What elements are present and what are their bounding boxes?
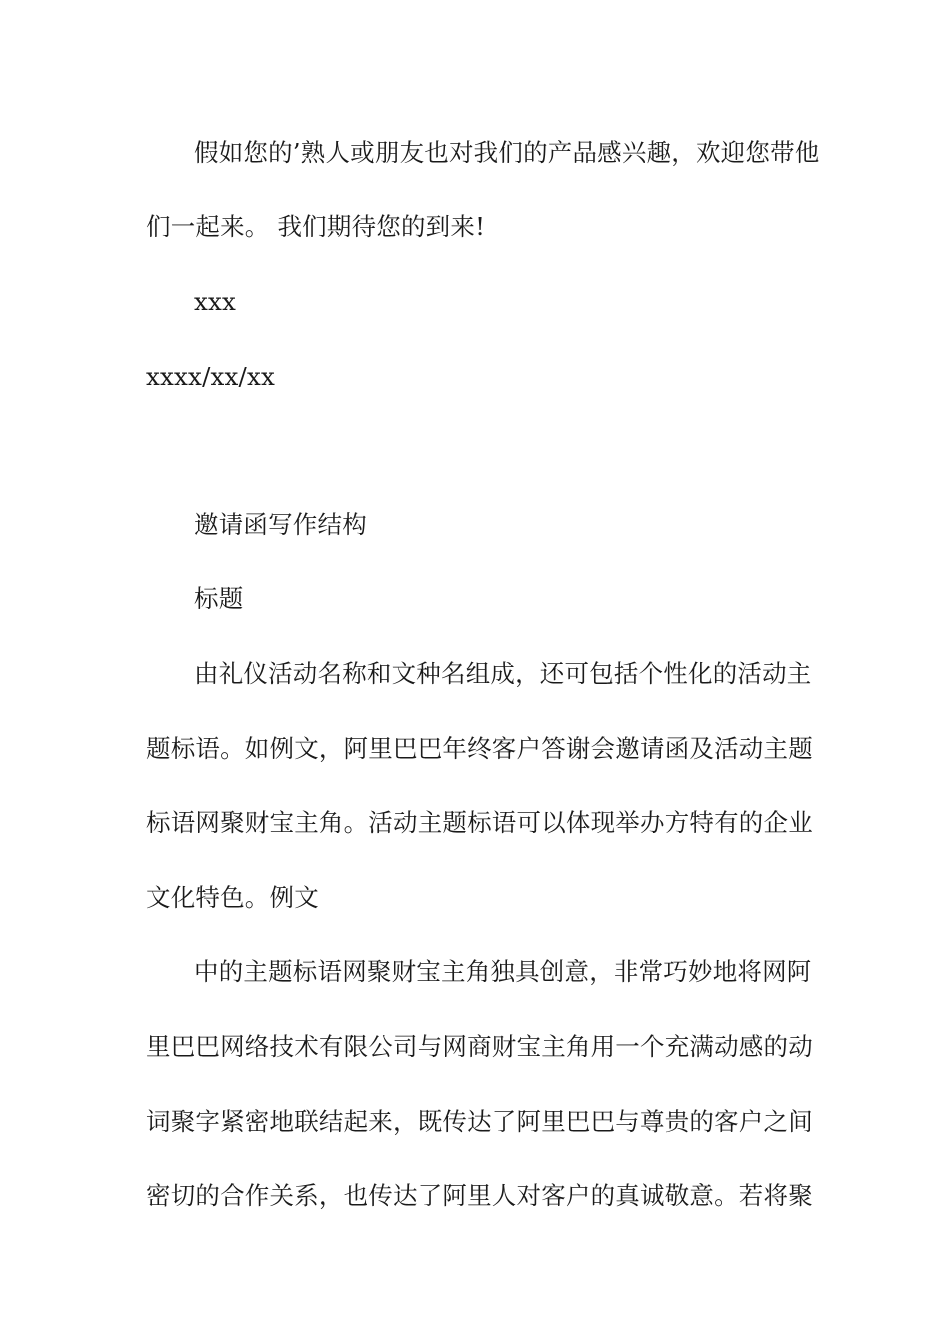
subheading-title: 标题 <box>194 584 244 613</box>
paragraph-line: 词聚字紧密地联结起来，既传达了阿里巴巴与尊贵的客户之间 <box>146 1107 813 1136</box>
paragraph-line: 题标语。如例文，阿里巴巴年终客户答谢会邀请函及活动主题 <box>146 734 813 763</box>
section-heading: 邀请函写作结构 <box>194 510 367 539</box>
paragraph-line: 由礼仪活动名称和文种名组成，还可包括个性化的活动主 <box>194 659 812 688</box>
paragraph-line: 们一起来。 我们期待您的到来! <box>146 212 486 241</box>
paragraph-line: 里巴巴网络技术有限公司与网商财宝主角用一个充满动感的动 <box>146 1032 813 1061</box>
paragraph-line: 文化特色。例文 <box>146 883 319 912</box>
signature-name: xxx <box>194 287 237 316</box>
paragraph-line: 密切的合作关系，也传达了阿里人对客户的真诚敬意。若将聚 <box>146 1181 813 1210</box>
paragraph-line: 假如您的’熟人或朋友也对我们的产品感兴趣，欢迎您带他 <box>194 138 820 167</box>
paragraph-line: 标语网聚财宝主角。活动主题标语可以体现举办方特有的企业 <box>146 808 813 837</box>
signature-date: xxxx/xx/xx <box>146 362 276 391</box>
paragraph-line: 中的主题标语网聚财宝主角独具创意，非常巧妙地将网阿 <box>194 957 812 986</box>
